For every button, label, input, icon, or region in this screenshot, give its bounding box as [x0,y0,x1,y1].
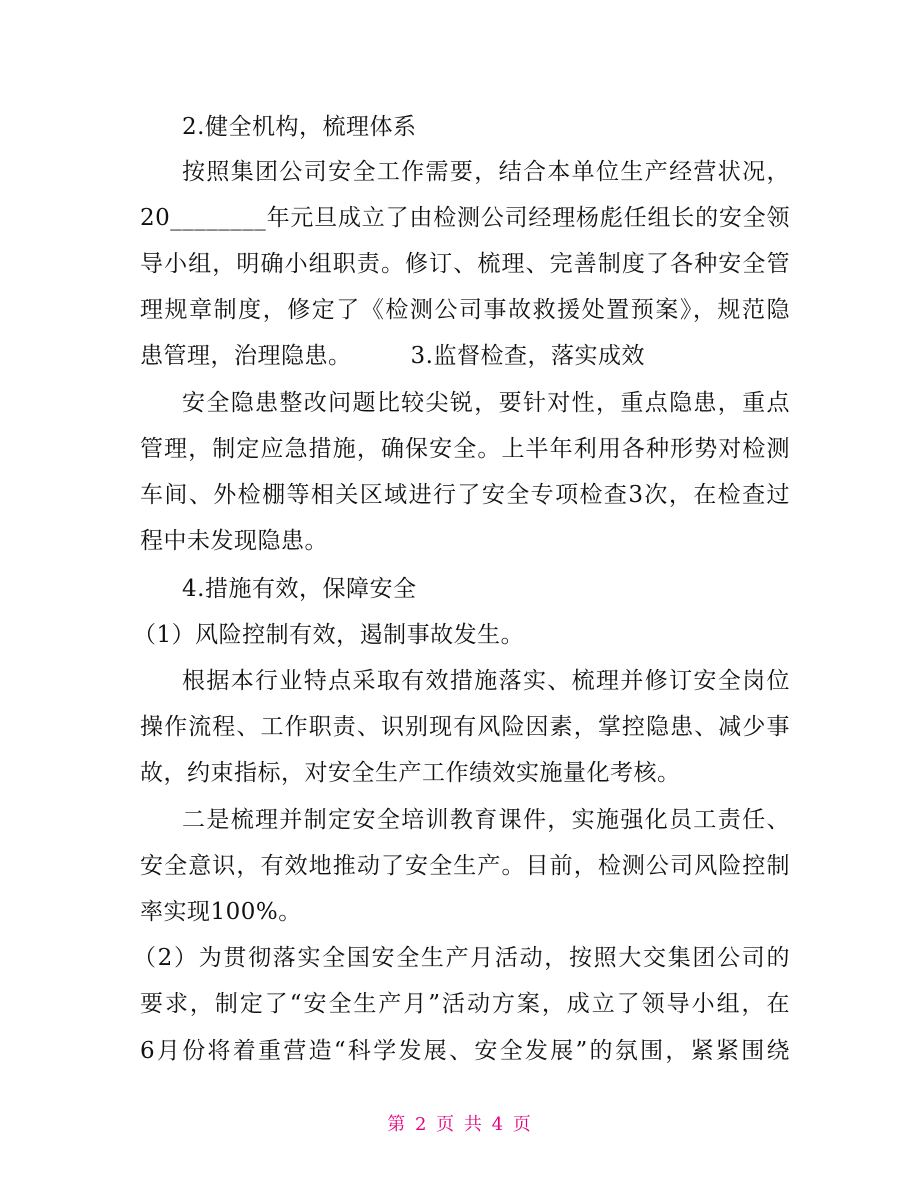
paragraph-line: 导小组，明确小组职责。修订、梳理、完善制度了各种安全管 [140,251,790,277]
paragraph-line: 6月份将着重营造“科学发展、安全发展”的氛围，紧紧围绕 [140,1038,790,1064]
page-number-footer: 第 2 页 共 4 页 [387,1114,533,1135]
section-heading: 4.措施有效，保障安全 [182,576,417,602]
paragraph-line: 车间、外检棚等相关区域进行了安全专项检查3次，在检查过 [140,482,790,508]
subsection-heading: （1）风险控制有效，遏制事故发生。 [133,622,525,648]
paragraph-line: 根据本行业特点采取有效措施落实、梳理并修订安全岗位 [182,668,790,694]
paragraph-line: （2）为贯彻落实全国安全生产月活动，按照大交集团公司的 [133,945,790,971]
paragraph-line: 要求，制定了“安全生产月”活动方案，成立了领导小组，在 [140,991,790,1017]
paragraph-line: 安全隐患整改问题比较尖锐，要针对性，重点隐患，重点 [182,390,790,416]
paragraph-line: 患管理，治理隐患。 3.监督检查，落实成效 [140,343,645,369]
section-heading: 2.健全机构，梳理体系 [182,114,417,140]
paragraph-line: 二是梳理并制定安全培训教育课件，实施强化员工责任、 [182,807,790,833]
paragraph-line: 操作流程、工作职责、识别现有风险因素，掌控隐患、减少事 [140,714,790,740]
paragraph-line: 故，约束指标，对安全生产工作绩效实施量化考核。 [140,760,681,786]
paragraph-line: 20________年元旦成立了由检测公司经理杨彪任组长的安全领 [140,205,790,231]
paragraph-line: 按照集团公司安全工作需要，结合本单位生产经营状况， [182,159,790,185]
paragraph-line: 程中未发现隐患。 [140,528,328,554]
paragraph-line: 安全意识，有效地推动了安全生产。目前，检测公司风险控制 [140,853,790,879]
paragraph-line: 率实现100%。 [140,899,302,925]
paragraph-line: 管理，制定应急措施，确保安全。上半年利用各种形势对检测 [140,436,790,462]
paragraph-line: 理规章制度，修定了《检测公司事故救援处置预案》，规范隐 [140,297,790,323]
